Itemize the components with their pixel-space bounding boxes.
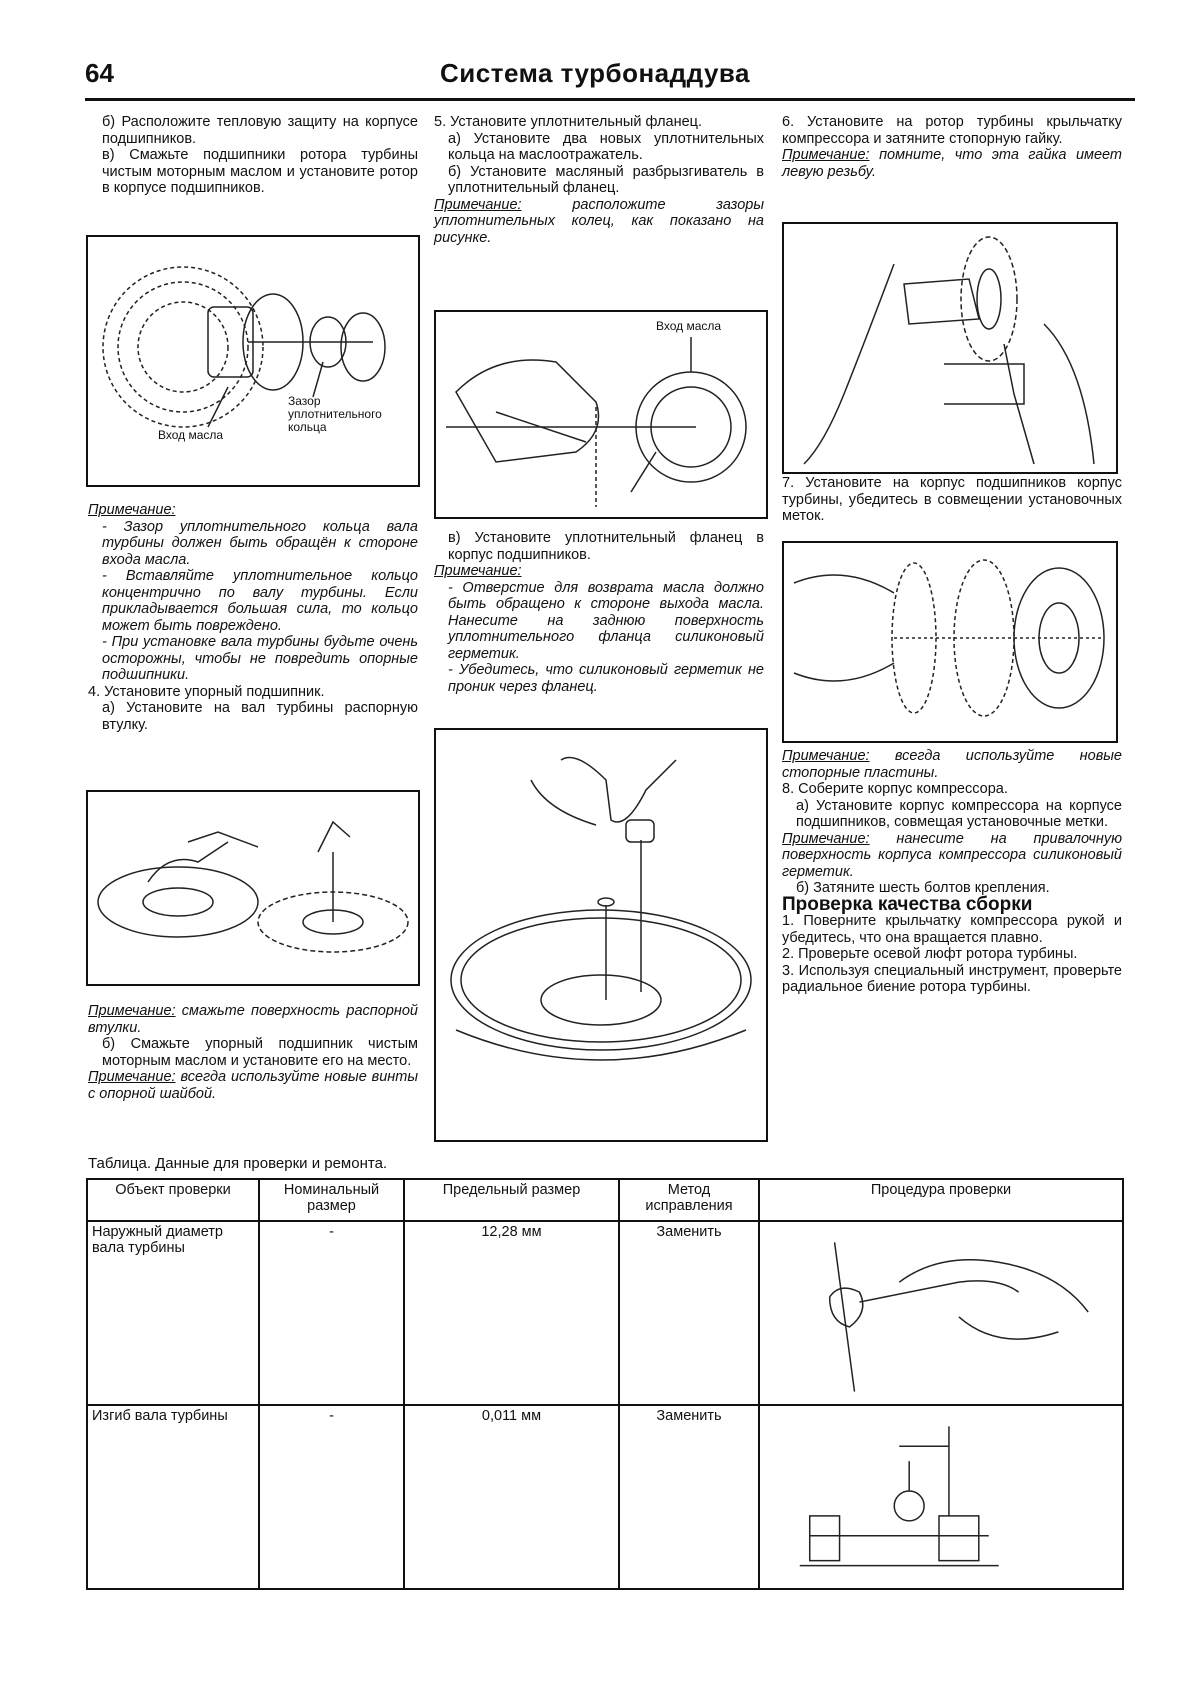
column-1-top xyxy=(88,114,418,197)
column-1-bottom xyxy=(88,1003,418,1102)
figure-compressor-wheel xyxy=(782,222,1118,474)
figure-oil-deflector xyxy=(434,310,768,519)
column-1-middle xyxy=(88,502,418,733)
note-item: - Отверстие для возврата масла должно быть обращено к стороне выхода масла. Нанесите на заднюю поверхность уплотнительного фланца силиконовый герметик. xyxy=(448,579,764,662)
check-3: 3. Используя специальный инструмент, проверьте радиальное биение ротора турбины. xyxy=(782,962,1122,995)
label-oil-inlet: Вход масла xyxy=(158,428,224,442)
step-5a: а) Установите два новых уплотнительных кольца на маслоотражатель. xyxy=(448,130,764,163)
note-ring-gaps xyxy=(434,197,764,247)
note-text: всегда используйте новые винты с опорной шайбой. xyxy=(88,1069,419,1102)
cell-nominal: - xyxy=(259,1405,404,1589)
note-text: нанесите на привалочную поверхность корпуса компрессора силиконовый герметик. xyxy=(782,830,1123,880)
label-oil-inlet: Вход масла xyxy=(656,319,722,333)
turbine-housing-illustration xyxy=(784,543,1116,741)
column-3-top xyxy=(782,114,1122,180)
step-4b: б) Смажьте упорный подшипник чистым моторным маслом и установите его на место. xyxy=(102,1036,418,1069)
column-2-middle xyxy=(434,530,764,695)
note-label: Примечание: xyxy=(88,1069,176,1085)
step-8: 8. Соберите корпус компрессора. xyxy=(782,781,1008,797)
note-label: Примечание: xyxy=(88,502,176,518)
cell-method: Заменить xyxy=(619,1405,759,1589)
figure-turbine-housing xyxy=(782,541,1118,743)
dial-indicator-illustration xyxy=(760,1406,1122,1586)
note-text: расположите зазоры уплотнительных колец, как показано на рисунке. xyxy=(434,196,764,246)
note-item: - Вставляйте уплотнительное кольцо концентрично по валу турбины. Если прикладывается большая сила, то кольцо может быть повреждено. xyxy=(102,568,418,634)
note-label: Примечание: xyxy=(782,147,870,163)
figure-flange-install xyxy=(434,728,768,1142)
section-heading: Проверка качества сборки xyxy=(782,893,1033,915)
cell-method: Заменить xyxy=(619,1221,759,1405)
note-text: помните, что эта гайка имеет левую резьбу. xyxy=(782,147,1123,180)
note-left-thread xyxy=(782,147,1122,180)
table-row xyxy=(87,1405,1123,1589)
note-label: Примечание: xyxy=(782,830,870,847)
figure-spacer-install xyxy=(86,790,420,986)
step-8b: б) Затяните шесть болтов крепления. xyxy=(796,880,1050,896)
note-sealant xyxy=(782,831,1122,881)
note-label: Примечание: xyxy=(88,1003,176,1019)
step-5v: в) Установите уплотнительный фланец в корпус подшипников. xyxy=(448,530,764,563)
inspection-table xyxy=(86,1178,1124,1590)
spacer-install-illustration xyxy=(88,792,418,984)
note-item: - Убедитесь, что силиконовый герметик не проник через фланец. xyxy=(448,662,764,695)
cell-procedure xyxy=(759,1221,1123,1405)
note-item: - При установке вала турбины будьте очень осторожны, чтобы не повредить опорные подшипники. xyxy=(102,634,418,683)
figure-turbine-rotor xyxy=(86,235,420,487)
label-ring-gap: Зазор уплотнительного кольца xyxy=(288,394,382,434)
table-row xyxy=(87,1221,1123,1405)
note-screws xyxy=(88,1069,418,1102)
note-label: Примечание: xyxy=(782,748,870,764)
check-2: 2. Проверьте осевой люфт ротора турбины. xyxy=(782,946,1078,962)
column-header: Номинальный размер xyxy=(259,1179,404,1221)
step-3b: б) Расположите тепловую защиту на корпусе подшипников. xyxy=(102,114,418,147)
cell-limit: 0,011 мм xyxy=(404,1405,619,1589)
note-label: Примечание: xyxy=(434,196,522,213)
column-3-middle xyxy=(782,475,1122,525)
step-5: 5. Установите уплотнительный фланец. xyxy=(434,114,702,130)
note-label: Примечание: xyxy=(434,563,522,579)
note-lock-plates xyxy=(782,748,1122,781)
micrometer-illustration xyxy=(760,1222,1122,1402)
step-8a: а) Установите корпус компрессора на корпусе подшипников, совмещая установочные метки. xyxy=(796,797,1122,830)
page-title: Система турбонаддува xyxy=(440,58,751,88)
header-rule xyxy=(85,98,1135,101)
step-5b: б) Установите масляный разбрызгиватель в уплотнительный фланец. xyxy=(448,163,764,196)
column-3-bottom xyxy=(782,748,1122,996)
step-4: 4. Установите упорный подшипник. xyxy=(88,683,325,700)
oil-deflector-illustration xyxy=(436,312,766,517)
step-6: 6. Установите на ротор турбины крыльчатку компрессора и затяните стопорную гайку. xyxy=(782,114,1122,147)
cell-procedure xyxy=(759,1405,1123,1589)
column-header: Объект проверки xyxy=(87,1179,259,1221)
note-text: всегда используйте новые стопорные пластины. xyxy=(782,748,1122,781)
note-text: смажьте поверхность распорной втулки. xyxy=(88,1003,418,1036)
check-1: 1. Поверните крыльчатку компрессора рукой и убедитесь, что она вращается плавно. xyxy=(782,913,1122,946)
cell-object: Наружный диаметр вала турбины xyxy=(87,1221,259,1405)
column-header: Процедура проверки xyxy=(759,1179,1123,1221)
note-spacer xyxy=(88,1003,418,1036)
step-3v: в) Смажьте подшипники ротора турбины чистым моторным маслом и установите ротор в корпусе подшипников. xyxy=(102,147,418,196)
turbine-rotor-illustration xyxy=(88,237,418,485)
step-4a: а) Установите на вал турбины распорную втулку. xyxy=(102,700,418,733)
table-caption: Таблица. Данные для проверки и ремонта. xyxy=(88,1155,388,1172)
table-header-row xyxy=(87,1179,1123,1221)
cell-nominal: - xyxy=(259,1221,404,1405)
compressor-wheel-illustration xyxy=(784,224,1116,472)
cell-limit: 12,28 мм xyxy=(404,1221,619,1405)
step-7: 7. Установите на корпус подшипников корпус турбины, убедитесь в совмещении установочных меток. xyxy=(782,475,1122,524)
column-header: Метод исправления xyxy=(619,1179,759,1221)
cell-object: Изгиб вала турбины xyxy=(87,1405,259,1589)
note-item: - Зазор уплотнительного кольца вала турбины должен быть обращён к стороне входа масла. xyxy=(102,518,418,568)
column-2-top xyxy=(434,114,764,246)
column-header: Предельный размер xyxy=(404,1179,619,1221)
flange-install-illustration xyxy=(436,730,766,1140)
page-number: 64 xyxy=(85,58,114,88)
